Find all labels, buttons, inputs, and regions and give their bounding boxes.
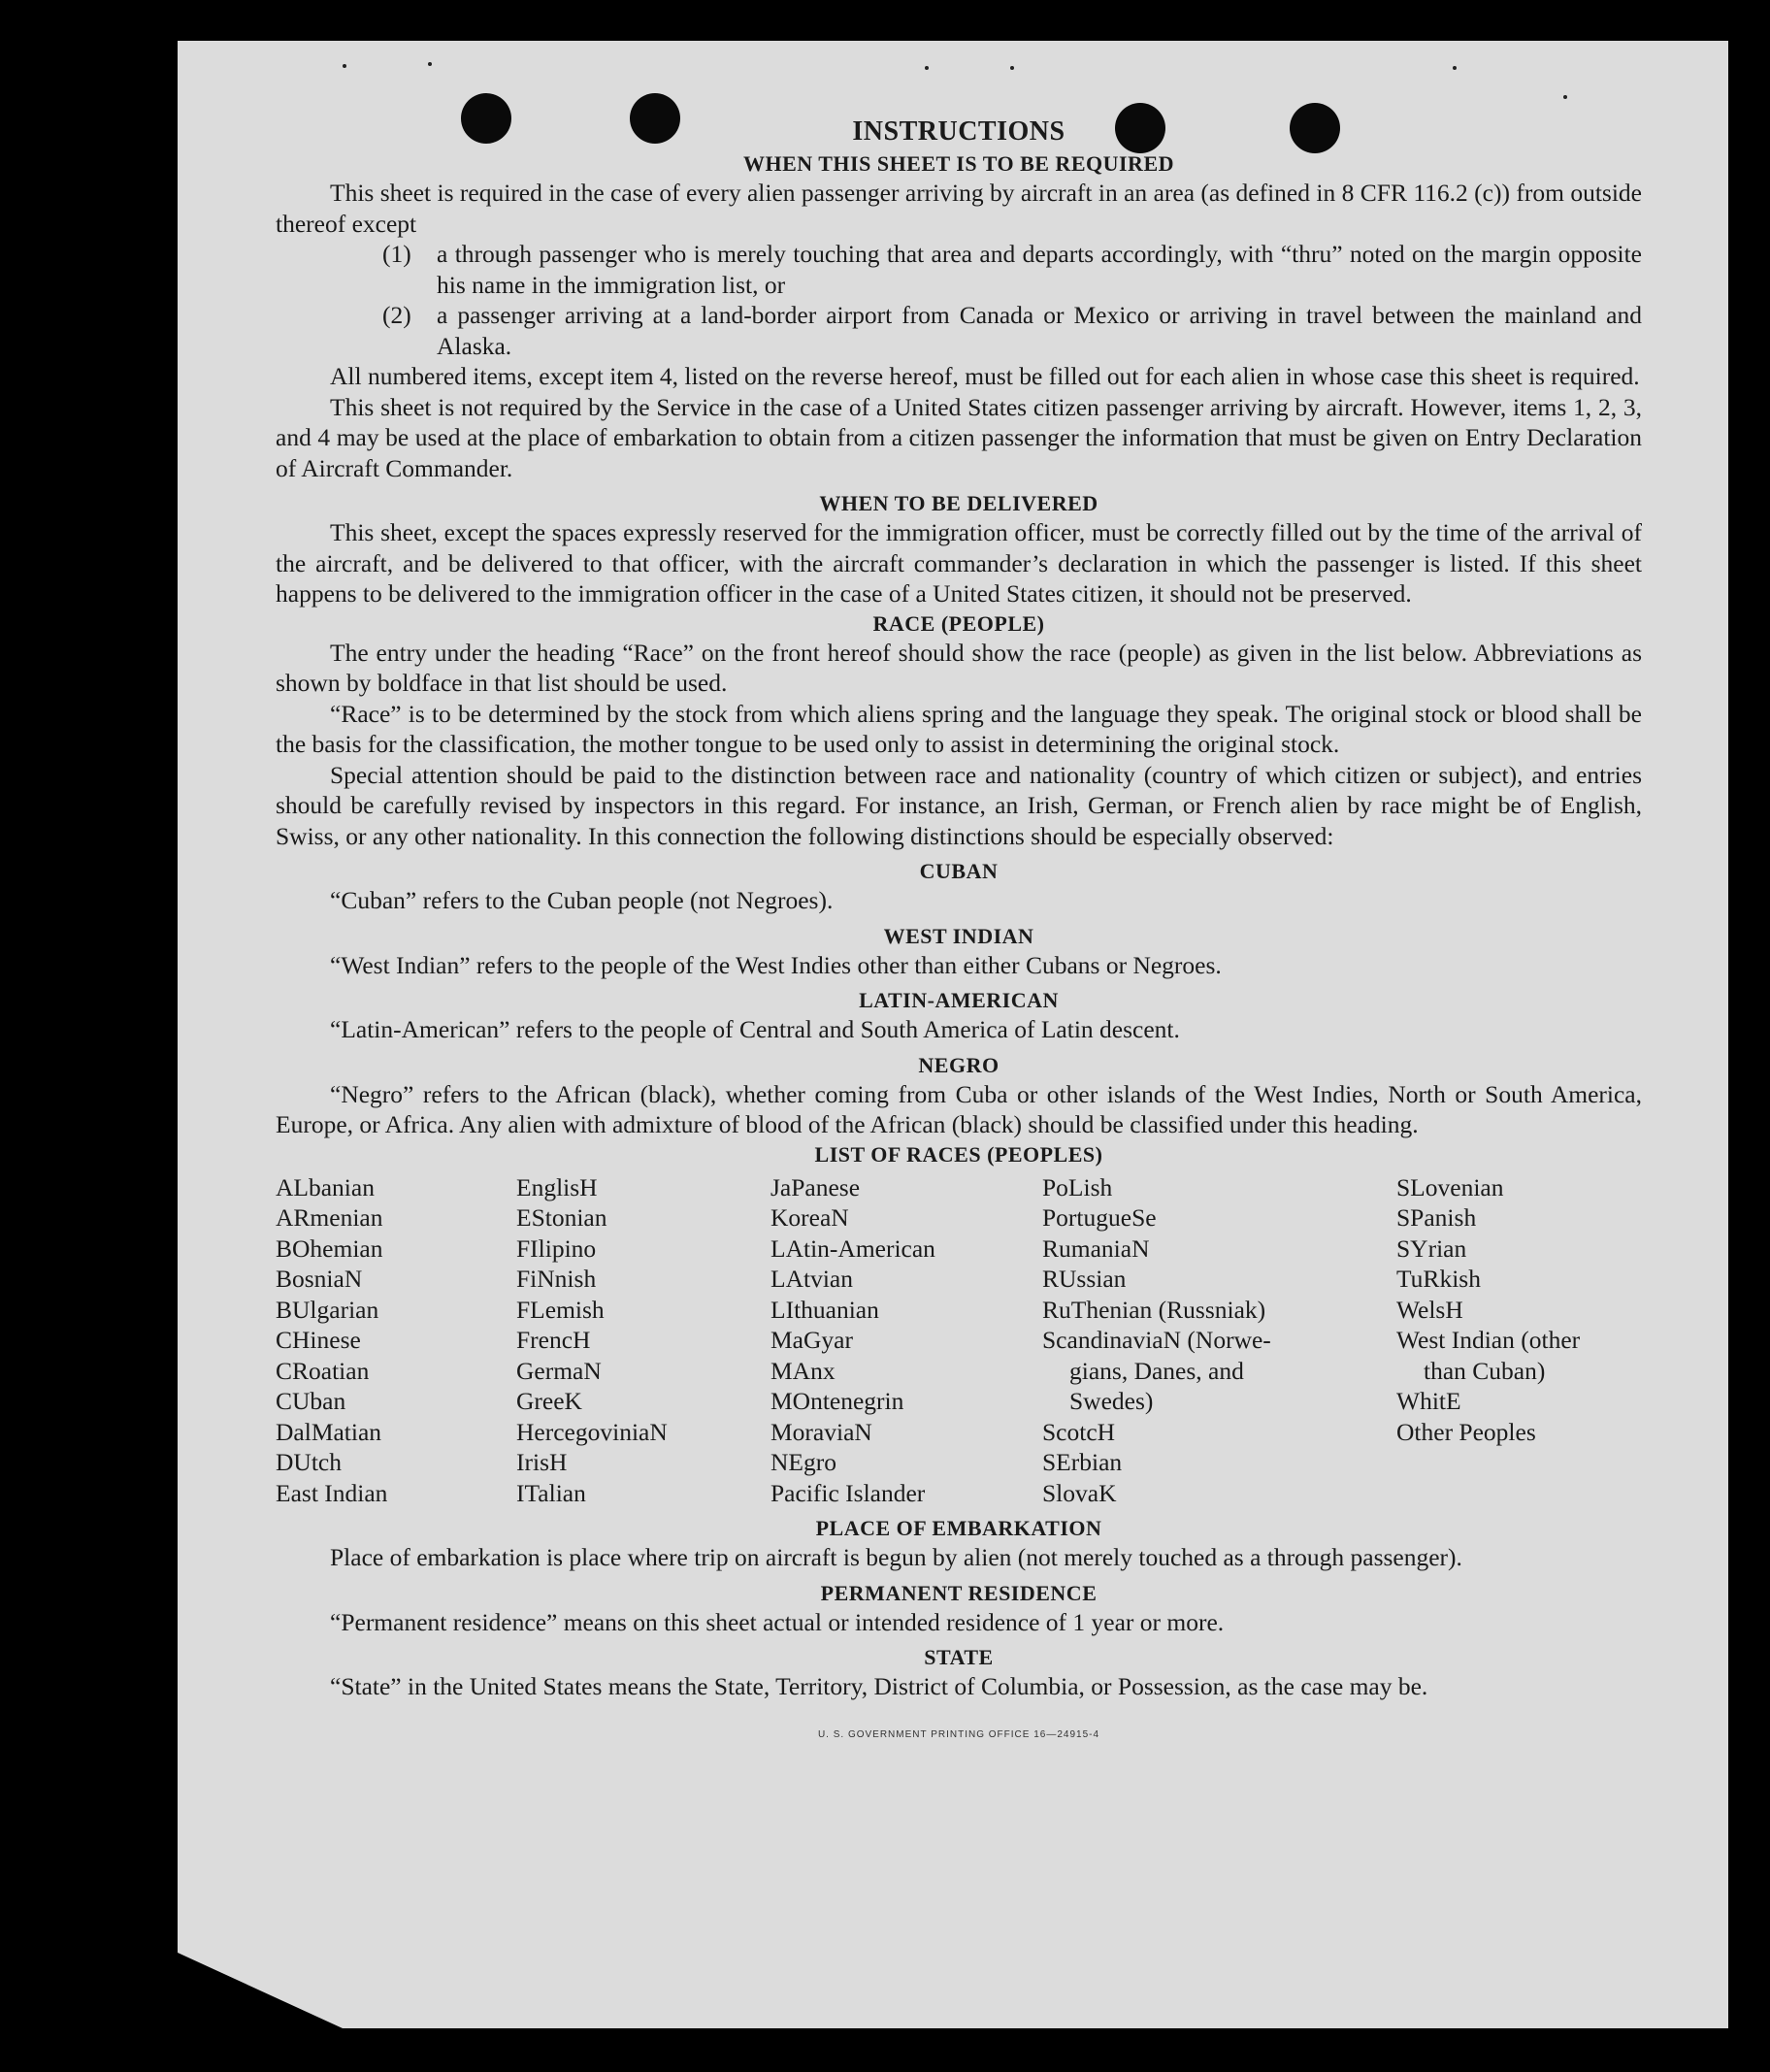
race-entry: SLovenian	[1396, 1172, 1504, 1201]
section-heading: STATE	[924, 1645, 994, 1669]
race-entry: LIthuanian	[770, 1295, 879, 1324]
speck	[428, 62, 432, 66]
race-entry: BUlgarian	[276, 1295, 379, 1324]
speck	[1453, 66, 1457, 70]
race-entry: EnglisH	[516, 1172, 598, 1201]
race-entry: CUban	[276, 1387, 346, 1415]
speck	[343, 64, 346, 68]
races-list	[276, 1172, 1642, 1509]
paragraph: This sheet is required in the case of every alien passenger arriving by aircraft in an area (as defined in 8 CFR 116.2 (c)) from outside thereof except	[276, 179, 1642, 238]
paragraph: “Race” is to be determined by the stock from which aliens spring and the language they speak. The original stock or blood shall be the basis for the classification, the mother tongue to be used only to assist in determining the original stock.	[276, 699, 1642, 758]
race-entry: DalMatian	[276, 1417, 382, 1446]
section-heading: LIST OF RACES (PEOPLES)	[814, 1141, 1103, 1167]
race-entry: MAnx	[770, 1356, 836, 1385]
paragraph: “Negro” refers to the African (black), whether coming from Cuba or other islands of the West Indies, North or South America, Europe, or Africa. Any alien with admixture of blood of the African (black) should be classified under this heading.	[276, 1079, 1642, 1138]
race-entry: East Indian	[276, 1478, 388, 1507]
races-column	[1042, 1172, 1396, 1509]
race-entry: PortugueSe	[1042, 1203, 1157, 1232]
section-heading: WEST INDIAN	[883, 923, 1034, 948]
race-entry: LAtin-American	[770, 1233, 935, 1263]
race-entry: gians, Danes, and	[1069, 1356, 1244, 1385]
race-entry: EStonian	[516, 1203, 607, 1232]
race-entry: FiNnish	[516, 1265, 597, 1293]
paragraph: “Cuban” refers to the Cuban people (not Negroes).	[330, 886, 834, 914]
race-entry: MoraviaN	[770, 1417, 872, 1446]
race-entry: KoreaN	[770, 1203, 849, 1232]
paragraph: Place of embarkation is place where trip on aircraft is begun by alien (not merely touched as a through passenger).	[330, 1543, 1462, 1571]
race-entry: GermaN	[516, 1356, 602, 1385]
race-entry: HercegoviniaN	[516, 1417, 668, 1446]
race-entry: Pacific Islander	[770, 1478, 926, 1507]
page-title: INSTRUCTIONS	[852, 116, 1065, 147]
section-heading: NEGRO	[918, 1052, 1000, 1077]
item-number: (1)	[382, 240, 411, 268]
race-entry: WhitE	[1396, 1387, 1461, 1415]
race-entry: MaGyar	[770, 1326, 853, 1354]
race-entry: IrisH	[516, 1448, 568, 1476]
race-entry: ARmenian	[276, 1203, 383, 1232]
paragraph: This sheet is not required by the Service in the case of a United States citizen passenger arriving by aircraft. However, items 1, 2, 3, and 4 may be used at the place of embarkation to obtain from a citizen passenger the information that must be given on Entry Declaration of Aircraft Commander.	[276, 392, 1642, 482]
race-entry: JaPanese	[770, 1172, 861, 1201]
race-entry: SPanish	[1396, 1203, 1477, 1232]
race-entry: RUssian	[1042, 1265, 1127, 1293]
race-entry: BosniaN	[276, 1265, 363, 1293]
section-heading: CUBAN	[919, 859, 999, 883]
race-entry: ScandinaviaN (Norwe-	[1042, 1326, 1271, 1354]
races-column	[1396, 1172, 1642, 1509]
race-entry: NEgro	[770, 1448, 836, 1476]
race-entry: Swedes)	[1069, 1387, 1154, 1415]
paragraph: “Permanent residence” means on this sheet actual or intended residence of 1 year or more.	[330, 1607, 1225, 1636]
section-heading: WHEN TO BE DELIVERED	[819, 491, 1098, 515]
race-entry: SErbian	[1042, 1448, 1123, 1476]
race-entry: SYrian	[1396, 1233, 1467, 1263]
races-column	[276, 1172, 516, 1509]
paragraph: “State” in the United States means the State, Territory, District of Columbia, or Possession, as the case may be.	[330, 1672, 1428, 1700]
race-entry: Other Peoples	[1396, 1417, 1536, 1446]
race-entry: West Indian (other	[1396, 1326, 1581, 1354]
race-entry: RumaniaN	[1042, 1233, 1150, 1263]
race-entry: MOntenegrin	[770, 1387, 904, 1415]
section-heading: PLACE OF EMBARKATION	[815, 1516, 1102, 1540]
item-text: a through passenger who is merely touching that area and departs accordingly, with “thru” noted on the margin opposite his name in the immigration list, or	[437, 240, 1642, 299]
speck	[925, 66, 929, 70]
race-entry: ALbanian	[276, 1172, 375, 1201]
race-entry: LAtvian	[770, 1265, 853, 1293]
races-column	[770, 1172, 1042, 1509]
race-entry: ITalian	[516, 1478, 586, 1507]
race-entry: FIlipino	[516, 1233, 597, 1263]
races-column	[516, 1172, 770, 1509]
paragraph: The entry under the heading “Race” on the front hereof should show the race (people) as given in the list below. Abbreviations as shown by boldface in that list should be used.	[276, 638, 1642, 697]
race-entry: SlovaK	[1042, 1478, 1117, 1507]
paragraph: “West Indian” refers to the people of the West Indies other than either Cubans or Negroes.	[330, 950, 1222, 979]
printer-imprint: U. S. GOVERNMENT PRINTING OFFICE 16—24915-4	[817, 1728, 1100, 1740]
paragraph: This sheet, except the spaces expressly reserved for the immigration officer, must be correctly filled out by the time of the arrival of the aircraft, and be delivered to that officer, with the aircraft commander’s declaration in which the passenger is listed. If this sheet happens to be delivered to the immigration officer in the case of a United States citizen, it should not be preserved.	[276, 518, 1642, 608]
race-entry: FLemish	[516, 1295, 605, 1324]
section-heading: LATIN-AMERICAN	[859, 988, 1059, 1012]
race-entry: RuThenian (Russniak)	[1042, 1295, 1266, 1324]
paragraph: All numbered items, except item 4, listed on the reverse hereof, must be filled out for each alien in whose case this sheet is required.	[330, 362, 1640, 390]
race-entry: GreeK	[516, 1387, 582, 1415]
race-entry: BOhemian	[276, 1233, 383, 1263]
speck	[1010, 66, 1014, 70]
race-entry: ScotcH	[1042, 1417, 1116, 1446]
item-text: a passenger arriving at a land-border airport from Canada or Mexico or arriving in travel between the mainland and Alaska.	[437, 301, 1642, 360]
instructions-content	[276, 115, 1642, 1750]
race-entry: DUtch	[276, 1448, 342, 1476]
section-heading: RACE (PEOPLE)	[872, 610, 1045, 636]
race-entry: FrencH	[516, 1326, 591, 1354]
list-item	[276, 239, 1642, 300]
list-item	[276, 300, 1642, 361]
item-number: (2)	[382, 301, 411, 329]
section-heading: WHEN THIS SHEET IS TO BE REQUIRED	[742, 151, 1175, 176]
race-entry: CRoatian	[276, 1356, 370, 1385]
paragraph: “Latin-American” refers to the people of Central and South America of Latin descent.	[330, 1015, 1180, 1043]
paragraph: Special attention should be paid to the distinction between race and nationality (country of which citizen or subject), and entries should be carefully revised by inspectors in this regard. For instance, an Irish, German, or French alien by race might be of English, Swiss, or any other nationality. In this connection the following distinctions should be especially observed:	[276, 760, 1642, 850]
race-entry: WelsH	[1396, 1295, 1463, 1324]
speck	[1563, 95, 1567, 99]
race-entry: CHinese	[276, 1326, 361, 1354]
race-entry: PoLish	[1042, 1172, 1113, 1201]
section-heading: PERMANENT RESIDENCE	[820, 1580, 1098, 1605]
race-entry: than Cuban)	[1424, 1356, 1546, 1385]
race-entry: TuRkish	[1396, 1265, 1481, 1293]
